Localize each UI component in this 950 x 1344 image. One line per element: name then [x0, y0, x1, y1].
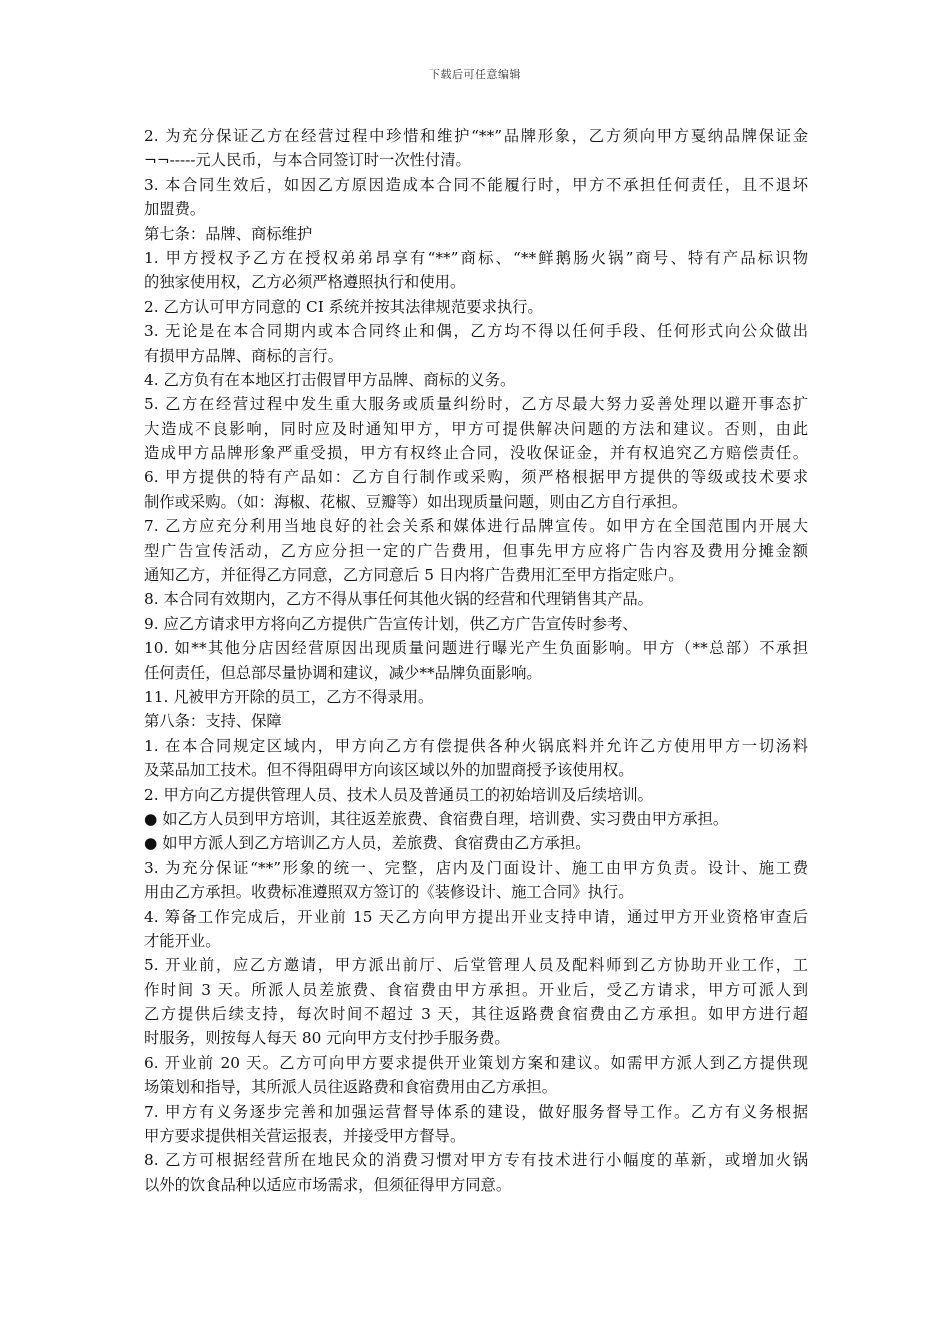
text-line: 4. 筹备工作完成后，开业前 15 天乙方向甲方提出开业支持申请，通过甲方开业资格审查后 — [144, 907, 808, 926]
text-line: 9. 应乙方请求甲方将向乙方提供广告宣传计划，供乙方广告宣传时参考、 — [144, 614, 638, 633]
text-line: 6. 甲方提供的特有产品如：乙方自行制作或采购，须严格根据甲方提供的等级或技术要求 — [144, 468, 808, 487]
text-line: 加盟费。 — [144, 200, 206, 219]
text-line: 才能开业。 — [144, 931, 221, 950]
text-line: 及菜品加工技术。但不得阻碍甲方向该区域以外的加盟商授予该使用权。 — [144, 761, 634, 780]
text-line: 造成甲方品牌形象严重受损，甲方有权终止合同，没收保证金，并有权追究乙方赔偿责任。 — [144, 444, 808, 463]
text-line: 乙方提供后续支持，每次时间不超过 3 天，其往返路费食宿费由乙方承担。如甲方进行超 — [144, 1005, 808, 1024]
text-line: 有损甲方品牌、商标的言行。 — [144, 346, 343, 365]
text-line: 7. 甲方有义务逐步完善和加强运营督导体系的建设，做好服务督导工作。乙方有义务根据 — [144, 1102, 808, 1121]
text-line: 5. 乙方在经营过程中发生重大服务或质量纠纷时，乙方尽最大努力妥善处理以避开事态扩 — [144, 395, 808, 414]
document-body — [144, 124, 808, 1197]
text-line: ¬¬-----元人民币，与本合同签订时一次性付清。 — [144, 151, 471, 170]
text-line: 3. 本合同生效后，如因乙方原因造成本合同不能履行时，甲方不承担任何责任，且不退坏 — [144, 175, 808, 194]
text-line: 2. 乙方认可甲方同意的 CI 系统并按其法律规范要求执行。 — [144, 297, 543, 316]
text-line: 10. 如**其他分店因经营原因出现质量问题进行曝光产生负面影响。甲方（**总部）不承担 — [144, 639, 808, 658]
text-line: 1. 甲方授权予乙方在授权弟弟昂享有“**”商标、“**鲜鹅肠火锅”商号、特有产品标识物 — [144, 248, 808, 267]
text-line: 的独家使用权，乙方必须严格遵照执行和使用。 — [144, 273, 466, 292]
text-line: 5. 开业前，应乙方邀请，甲方派出前厅、后堂管理人员及配料师到乙方协助开业工作，工 — [144, 956, 808, 975]
text-line: 8. 乙方可根据经营所在地民众的消费习惯对甲方专有技术进行小幅度的革新，或增加火锅 — [144, 1151, 808, 1170]
text-line: 甲方要求提供相关营运报表，并接受甲方督导。 — [144, 1127, 466, 1146]
text-line: 4. 乙方负有在本地区打击假冒甲方品牌、商标的义务。 — [144, 370, 516, 389]
text-line: 任何责任，但总部尽量协调和建议，减少**品牌负面影响。 — [144, 663, 542, 682]
text-line: 2. 为充分保证乙方在经营过程中珍惜和维护“**”品牌形象，乙方须向甲方戛纳品牌保证金 — [144, 127, 808, 145]
text-line: 6. 开业前 20 天。乙方可向甲方要求提供开业策划方案和建议。如需甲方派人到乙方提供现 — [144, 1053, 808, 1072]
text-line: 作时间 3 天。所派人员差旅费、食宿费由甲方承担。开业后，受乙方请求，甲方可派人到 — [144, 980, 808, 999]
text-line: 3. 为充分保证“**”形象的统一、完整，店内及门面设计、施工由甲方负责。设计、施工费 — [144, 858, 808, 877]
text-line: 大造成不良影响，同时应及时通知甲方，甲方可提供解决问题的方法和建议。否则，由此 — [144, 419, 808, 438]
text-line: 1. 在本合同规定区域内，甲方向乙方有偿提供各种火锅底料并允许乙方使用甲方一切汤料 — [144, 736, 808, 755]
section-heading: 第七条：品牌、商标维护 — [144, 224, 313, 243]
text-line: 2. 甲方向乙方提供管理人员、技术人员及普通员工的初始培训及后续培训。 — [144, 785, 653, 804]
text-line: 7. 乙方应充分利用当地良好的社会关系和媒体进行品牌宣传。如甲方在全国范围内开展大 — [144, 517, 808, 536]
text-line: 以外的饮食品种以适应市场需求，但须征得甲方同意。 — [144, 1175, 512, 1194]
text-line: 制作或采购。（如：海椒、花椒、豆瓣等）如出现质量问题，则由乙方自行承担。 — [144, 492, 688, 511]
text-line: 型广告宣传活动，乙方应分担一定的广告费用，但事先甲方应将广告内容及费用分摊金额 — [144, 541, 808, 560]
text-line: 时服务，则按每人每天 80 元向甲方支付抄手服务费。 — [144, 1029, 510, 1048]
text-line: 通知乙方，并征得乙方同意，乙方同意后 5 日内将广告费用汇至甲方指定账户。 — [144, 566, 684, 585]
bullet-item: ● 如乙方人员到甲方培训，其往返差旅费、食宿费自理，培训费、实习费由甲方承担。 — [144, 809, 729, 828]
text-line: 8. 本合同有效期内，乙方不得从事任何其他火锅的经营和代理销售其产品。 — [144, 590, 653, 609]
page-header: 下载后可任意编辑 — [429, 68, 521, 81]
text-line: 场策划和指导，其所派人员往返路费和食宿费用由乙方承担。 — [144, 1078, 558, 1097]
text-line: 用由乙方承担。收费标准遵照双方签订的《装修设计、施工合同》执行。 — [144, 883, 634, 902]
bullet-item: ● 如甲方派人到乙方培训乙方人员，差旅费、食宿费由乙方承担。 — [144, 834, 591, 853]
text-line: 3. 无论是在本合同期内或本合同终止和偶，乙方均不得以任何手段、任何形式向公众做出 — [144, 322, 808, 341]
section-heading: 第八条：支持、保障 — [144, 712, 282, 731]
text-line: 11. 凡被甲方开除的员工，乙方不得录用。 — [144, 687, 434, 706]
